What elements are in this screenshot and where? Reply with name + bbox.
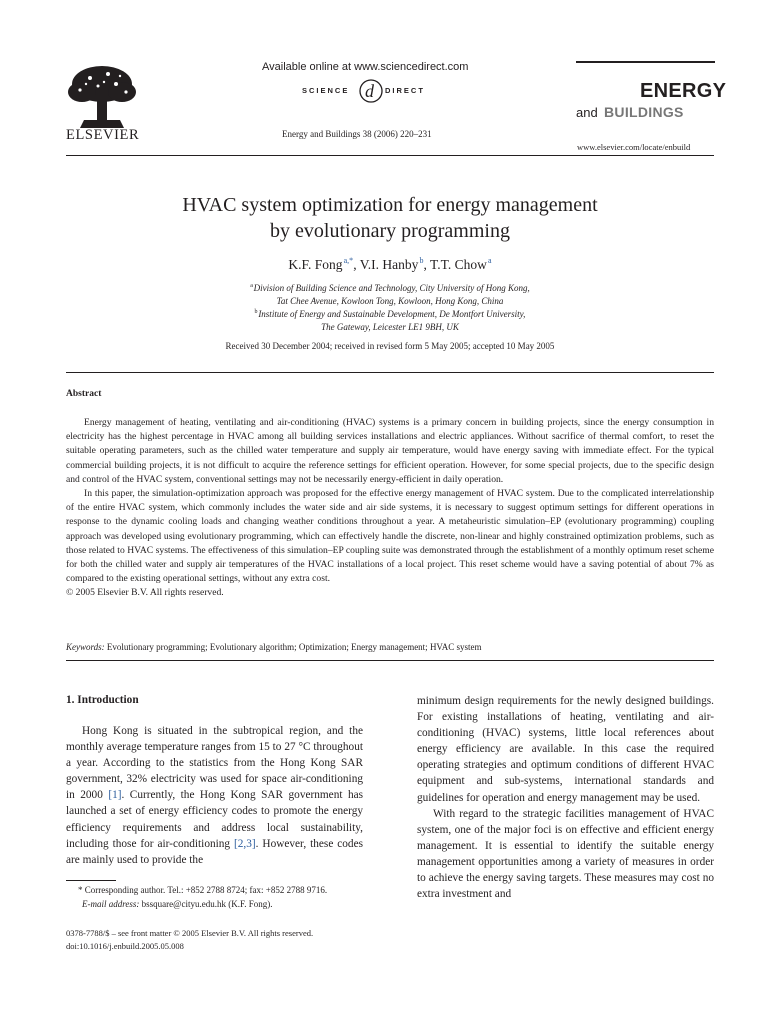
body-text: . Currently, the Hong Kong SAR government has launched a set of energy efficiency codes to promote the energy efficiency requirements and address local sustainability, including those for air-conditioning — [66, 789, 364, 850]
body-text: . However, these codes are mainly used to provide the — [66, 837, 363, 866]
title-line-2: by evolutionary programming — [270, 220, 510, 242]
affiliation-text: Division of Building Science and Technology, City University of Hong Kong, — [253, 283, 530, 293]
affiliation-text: The Gateway, Leicester LE1 9BH, UK — [321, 322, 459, 332]
body-column-left — [66, 723, 363, 868]
issn-copyright: 0378-7788/$ – see front matter © 2005 Elsevier B.V. All rights reserved. — [66, 928, 314, 938]
body-column-right — [417, 693, 714, 902]
body-paragraph: minimum design requirements for the newly designed buildings. For existing installations of heating, ventilating and air-conditioning (HVAC) systems, little local references about energy efficiency are available. In this case the required operating strategies and optimum conditions of different HVAC equipment and sub-systems, international standards and guidelines for operation and energy management may be used. — [417, 695, 714, 804]
keywords-text: Evolutionary programming; Evolutionary algorithm; Optimization; Energy management; HVAC system — [106, 642, 482, 652]
sciencedirect-logo-left: SCIENCE — [302, 86, 350, 95]
abstract-body — [66, 416, 714, 601]
body-paragraph — [66, 723, 363, 868]
affiliation-a — [66, 280, 714, 308]
abstract-copyright: © 2005 Elsevier B.V. All rights reserved. — [66, 587, 224, 599]
abstract-heading: Abstract — [66, 389, 102, 399]
journal-citation: Energy and Buildings 38 (2006) 220–231 — [282, 129, 432, 139]
body-paragraph: With regard to the strategic facilities management of HVAC system, one of the major foci is on effective and efficient energy management. It is essential to identify the suitable energy management opportunities among a variety of measures in order to achieve the energy saving targets. These measures may cost no extra investment and — [417, 807, 714, 901]
sciencedirect-logo-right: DIRECT — [385, 86, 425, 95]
received-dates: Received 30 December 2004; received in revised form 5 May 2005; accepted 10 May 2005 — [225, 341, 555, 351]
abstract-paragraph: In this paper, the simulation-optimization approach was proposed for the effective energy management of HVAC system. Due to the complicated interrelationship of the entire HVAC system, which commonly includes the water side and air side systems, it is necessary to suggest optimum settings for different operations in response to the dynamic cooling loads and changing weather conditions throughout a year. A metaheuristic simulation–EP (evolutionary programming) coupling approach was developed using evolutionary programming, which can effectively handle the discrete, non-linear and highly constrained optimization problems, such as those related to HVAC systems. The effectiveness of this simulation–EP coupling suite was demonstrated through the establishment of a monthly optimum reset scheme for both the chilled water and supply air temperatures of the HVAC installations of a local project. This reset scheme would have a saving potential of about 7% as compared to the existing operational settings, without any extra cost. — [66, 488, 714, 585]
available-online-text: Available online at www.sciencedirect.com — [262, 61, 469, 73]
doi-link[interactable]: doi:10.1016/j.enbuild.2005.05.008 — [66, 940, 184, 951]
title-line-1: HVAC system optimization for energy management — [182, 194, 598, 216]
affiliation-b — [66, 306, 714, 334]
footnote-contact: * Corresponding author. Tel.: +852 2788 8724; fax: +852 2788 9716. — [78, 885, 328, 895]
author-name[interactable]: T.T. Chow — [429, 257, 487, 272]
abstract-paragraph: Energy management of heating, ventilating and air-conditioning (HVAC) systems is a primary concern in building projects, since the energy consumption in electricity has the highest percentage in HVAC among all building services installations and electric appliances. Without sacrifice of thermal comfort, to reset the suitable operating parameters, such as the chilled water temperature and supply air temperature, would have energy saving with immediate effect. For the typical commercial building projects, it is not difficult to acquire the reference settings for efficient operation. However, for some special projects, due to the specific design and control of the HVAC system, conventional settings may not be necessarily energy-efficient in daily operation. — [66, 417, 714, 485]
author-affiliation-marker[interactable]: a,* — [343, 256, 354, 265]
footnote-rule — [66, 880, 116, 881]
journal-logo-rule — [576, 61, 715, 63]
keywords-label: Keywords: — [66, 642, 105, 652]
corresponding-author-footnote — [66, 883, 327, 911]
sciencedirect-logo-mark: d — [365, 81, 374, 101]
author-name[interactable]: K.F. Fong — [288, 257, 343, 272]
author-name[interactable]: V.I. Hanby — [359, 257, 419, 272]
section-heading-introduction: 1. Introduction — [66, 694, 139, 706]
email-label: E-mail address: — [82, 899, 140, 909]
sciencedirect-logo — [302, 77, 440, 107]
affiliation-marker: b — [254, 309, 258, 315]
abstract-top-rule — [66, 372, 714, 373]
affiliation-text: Institute of Energy and Sustainable Development, De Montfort University, — [258, 309, 526, 319]
keywords-line — [66, 642, 482, 652]
abstract-bottom-rule — [66, 660, 714, 661]
elsevier-tree-logo-icon — [64, 62, 140, 130]
author-list: K.F. Fong $^{a,*}$, V.I. Hanby $^b$, T.T. Chow $^a$ — [288, 256, 492, 272]
author-affiliation-marker[interactable]: a — [488, 256, 492, 265]
publisher-name: ELSEVIER — [66, 127, 140, 143]
affiliation-marker: a — [250, 283, 253, 289]
journal-logo-and: and — [576, 105, 598, 120]
article-title — [66, 192, 714, 244]
journal-url-link[interactable]: www.elsevier.com/locate/enbuild — [577, 142, 691, 152]
footnote-email — [66, 897, 327, 911]
front-matter — [66, 927, 313, 952]
affiliation-text: Tat Chee Avenue, Kowloon Tong, Kowloon, Hong Kong, China — [276, 296, 504, 306]
citation-link[interactable]: [1] — [108, 789, 122, 802]
body-text: Hong Kong is situated in the subtropical region, and the monthly average temperature ranges from 15 to 27 °C throughout a year. According to the statistics from the Hong Kong SAR government, 32% electricity was used for space air-conditioning in 2000 — [66, 725, 363, 802]
journal-logo-buildings: BUILDINGS — [604, 104, 684, 120]
email-link[interactable]: bssquare@cityu.edu.hk (K.F. Fong). — [141, 899, 273, 909]
author-affiliation-marker[interactable]: b — [419, 256, 424, 265]
journal-logo-energy: ENERGY — [640, 80, 727, 102]
header-divider — [66, 155, 714, 156]
citation-link[interactable]: [2,3] — [234, 837, 256, 850]
